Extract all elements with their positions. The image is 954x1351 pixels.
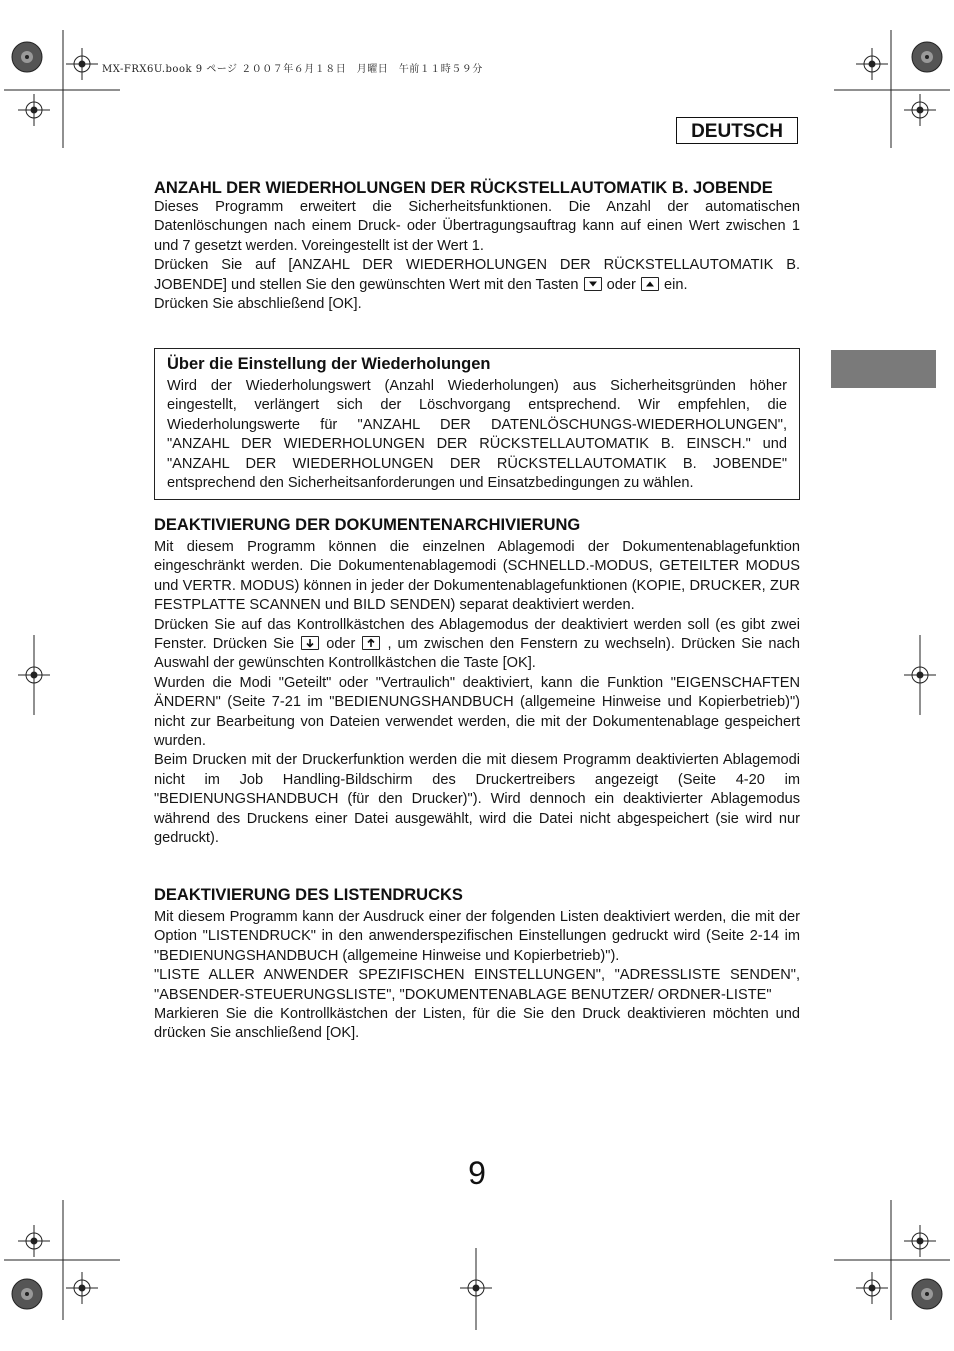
paragraph: Wurden die Modi "Geteilt" oder "Vertraulich" deaktiviert, kann die Funktion "EIGENSCHAFTEN ÄNDERN" (Seite 7-21 im "BEDIENUNGSHANDBUCH (allgemeine Hinweise und Kopierbetrieb)") nicht zur Bearbeitung von Dateien verwendet werden, die mit der Dokumentenablage gespeichert wurden. [154,674,800,750]
note-box [154,348,800,500]
paragraph: "LISTE ALLER ANWENDER SPEZIFISCHEN EINSTELLUNGEN", "ADRESSLISTE SENDEN", "ABSENDER-STEUERUNGSLISTE", "DOKUMENTENABLAGE BENUTZER/ ORDNER-LISTE" [154,967,800,1003]
page-down-key-icon [301,636,319,650]
note-title: Über die Einstellung der Wiederholungen [167,355,491,373]
paragraph: Drücken Sie auf [ANZAHL DER WIEDERHOLUNGEN DER RÜCKSTELLAUTOMATIK B. JOBENDE] und stellen Sie den gewünschten Wert mit den Tasten oder ein. [154,257,800,293]
section-disable-list-printing [154,885,800,1044]
arrow-down-key-icon [584,277,602,291]
page-up-key-icon [362,636,380,650]
section-title: DEAKTIVIERUNG DER DOKUMENTENARCHIVIERUNG [154,516,581,534]
paragraph: Dieses Programm erweitert die Sicherheitsfunktionen. Die Anzahl der automatischen Datenlöschungen nach einem Druck- oder Übertragungsauftrag kann auf einen Wert zwischen 1 und 7 gesetzt werden. Voreingestellt ist der Wert 1. [154,199,800,254]
section-retries-job-end [154,178,800,314]
page-number: 9 [468,1155,486,1191]
arrow-up-key-icon [641,277,659,291]
section-disable-document-filing [154,515,800,849]
paragraph: Mit diesem Programm können die einzelnen Ablagemodi der Dokumentenablagefunktion eingeschränkt werden. Die Dokumentenablagemodi (SCHNELLD.-MODUS, GETEILTER MODUS und VERTR. MODUS) können in jeder der Dokumentenablagefunktionen (KOPIE, DRUCKER, ZUR FESTPLATTE SCANNEN und BILD SENDEN) separat deaktiviert werden. [154,539,800,614]
section-title: ANZAHL DER WIEDERHOLUNGEN DER RÜCKSTELLAUTOMATIK B. JOBENDE [154,179,773,197]
side-tab [831,350,936,388]
paragraph: Beim Drucken mit der Druckerfunktion werden die mit diesem Programm deaktivierten Ablagemodi nicht im Job Handling-Bildschirm des Druckertreibers angezeigt (Seite 4-20 im "BEDIENUNGSHANDBUCH (für den Drucker)"). Wird dennoch ein deaktivierter Ablagemodus während des Druckens einer Datei ausgewählt, wird die Datei nicht abgespeichert (sie wird nur gedruckt). [154,752,800,847]
section-title: DEAKTIVIERUNG DES LISTENDRUCKS [154,886,463,904]
paragraph: Drücken Sie auf das Kontrollkästchen des Ablagemodus der deaktiviert werden soll (es gibt zwei Fenster. Drücken Sie oder , um zwischen den Fenstern zu wechseln). Drücken Sie nach Auswahl der gewünschten Kontrollkästchen die Taste [OK]. [154,616,801,672]
paragraph: Drücken Sie abschließend [OK]. [154,296,362,313]
book-meta-line: MX-FRX6U.book 9 ページ ２００７年６月１８日 月曜日 午前１１時５９分 [102,64,483,75]
paragraph: Mit diesem Programm kann der Ausdruck einer der folgenden Listen deaktiviert werden, die mit der Option "LISTENDRUCK" in den anwenderspezifischen Einstellungen gedruckt wird (Seite 2-14 im "BEDIENUNGSHANDBUCH (allgemeine Hinweise und Kopierbetrieb)"). [154,909,800,964]
language-badge: DEUTSCH [676,117,798,144]
note-text: Wird der Wiederholungswert (Anzahl Wiederholungen) aus Sicherheitsgründen höher eingestellt, verlängert sich der Löschvorgang entsprechend. Wir empfehlen, die Wiederholungswerte für "ANZAHL DER DATENLÖSCHUNGS-WIEDERHOLUNGEN", "ANZAHL DER WIEDERHOLUNGEN DER RÜCKSTELLAUTOMATIK B. EINSCH." und "ANZAHL DER WIEDERHOLUNGEN DER RÜCKSTELLAUTOMATIK B. JOBENDE" entsprechend den Sicherheitsanforderungen und Einsatzbedingungen zu wählen. [167,378,787,492]
paragraph: Markieren Sie die Kontrollkästchen der Listen, für die Sie den Druck deaktivieren möchten und drücken Sie anschließend [OK]. [154,1006,800,1042]
